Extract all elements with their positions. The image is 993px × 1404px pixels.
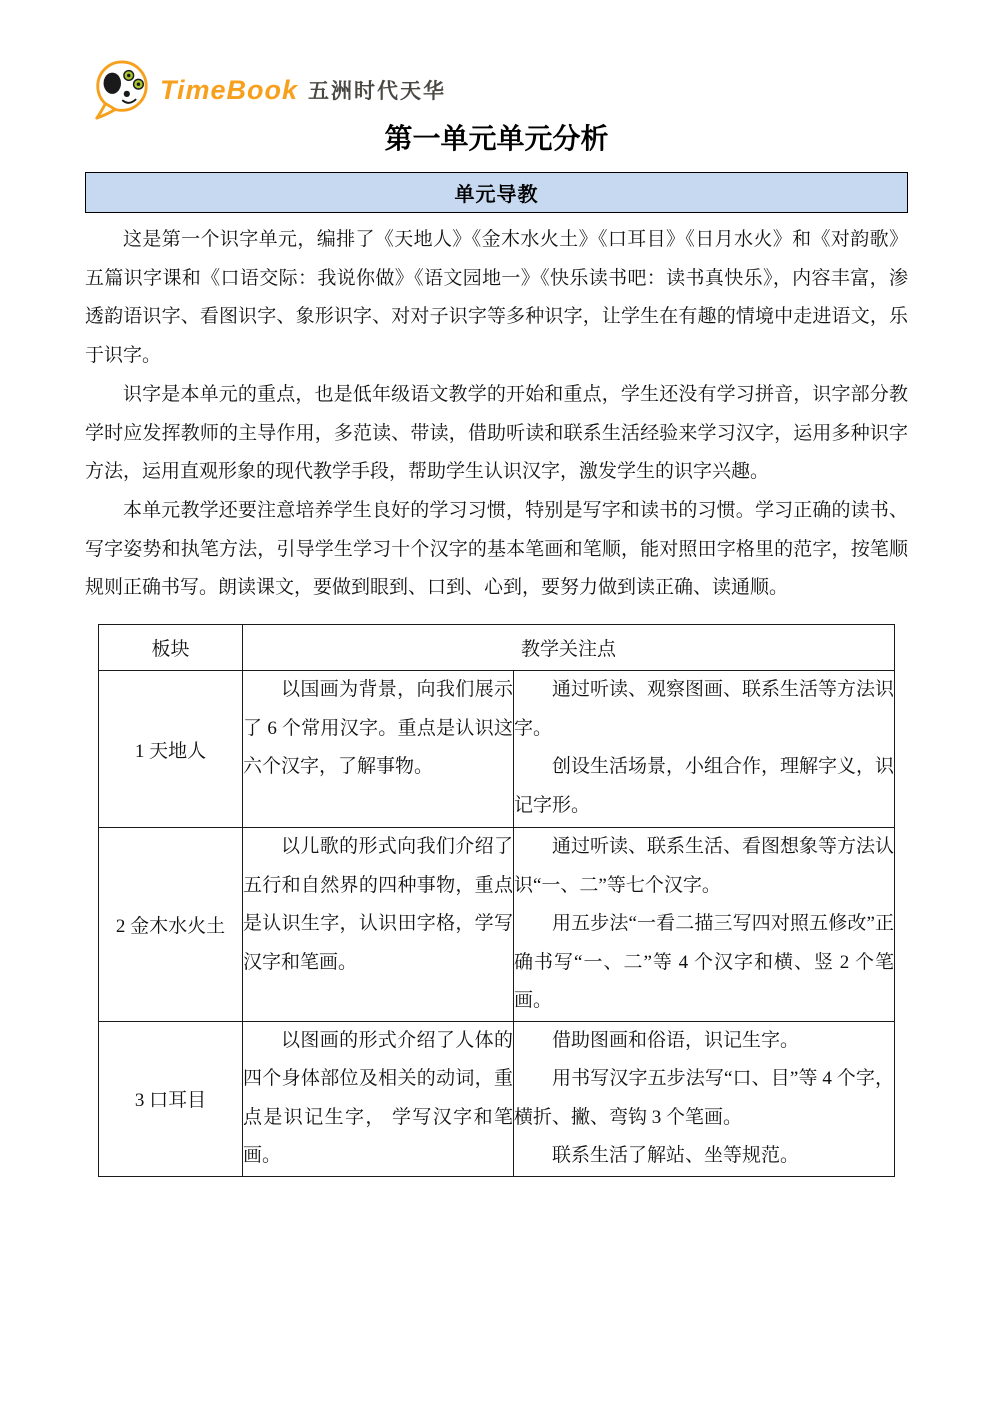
intro-paragraph: 识字是本单元的重点，也是低年级语文教学的开始和重点，学生还没有学习拼音，识字部分教学时应发挥教师的主导作用，多范读、带读，借助听读和联系生活经验来学习汉字，运用多种识字方法，运用直观形象的现代教学手段，帮助学生认识汉字，激发学生的识字兴趣。: [85, 383, 908, 483]
description-paragraph: 以图画的形式介绍了人体的四个身体部位及相关的动词，重点是识记生字， 学写汉字和笔画。: [243, 1029, 513, 1167]
section-header-bar: [85, 172, 908, 213]
brand-name: TimeBook: [160, 74, 299, 105]
table-row: [99, 828, 895, 1022]
focus-paragraph: 通过听读、观察图画、联系生活等方法识字。: [514, 679, 895, 739]
module-cell: 2 金木水火土: [99, 828, 243, 1022]
intro-paragraph: 本单元教学还要注意培养学生良好的学习习惯，特别是写字和读书的习惯。学习正确的读书、写字姿势和执笔方法，引导学生学习十个汉字的基本笔画和笔顺，能对照田字格里的范字，按笔顺规则正确书写。朗读课文，要做到眼到、口到、心到，要努力做到读正确、读通顺。: [85, 499, 908, 599]
focus-paragraph: 用书写汉字五步法写“口、目”等 4 个字，横折、撇、弯钩 3 个笔画。: [514, 1068, 895, 1128]
focus-paragraph: 通过听读、联系生活、看图想象等方法认识“一、二”等七个汉字。: [514, 836, 895, 896]
module-cell: 3 口耳目: [99, 1021, 243, 1176]
description-paragraph: 以儿歌的形式向我们介绍了五行和自然界的四种事物，重点是认识生字，认识田字格，学写汉字和笔画。: [243, 836, 513, 973]
intro-paragraph: 这是第一个识字单元，编排了《天地人》《金木水火土》《口耳目》《日月水火》和《对韵歌》五篇识字课和《口语交际：我说你做》《语文园地一》《快乐读书吧：读书真快乐》，内容丰富，渗透韵语识字、看图识字、象形识字、对对子识字等多种识字，让学生在有趣的情境中走进语文，乐于识字。: [85, 229, 908, 367]
focus-cell: [514, 828, 895, 1022]
table-row: [99, 671, 895, 828]
teaching-focus-table: [98, 624, 895, 1177]
module-cell: 1 天地人: [99, 671, 243, 828]
focus-paragraph: 联系生活了解站、坐等规范。: [552, 1145, 800, 1167]
table-header-module: 板块: [99, 625, 243, 671]
description-cell: [243, 671, 514, 828]
focus-cell: [514, 1021, 895, 1176]
table-header-focus: 教学关注点: [243, 625, 895, 671]
section-header-label: 单元导教: [454, 184, 539, 206]
table-row: [99, 1021, 895, 1176]
page-title: 第一单元单元分析: [384, 124, 609, 155]
focus-paragraph: 用五步法“一看二描三写四对照五修改”正确书写“一、二”等 4 个汉字和横、竖 2 个笔画。: [514, 913, 895, 1012]
brand-logo: [90, 0, 993, 122]
brand-company: 五洲时代天华: [308, 80, 447, 103]
timebook-mascot-icon: [90, 58, 152, 122]
table-header-row: [99, 625, 895, 671]
description-cell: [243, 1021, 514, 1176]
description-paragraph: 以国画为背景，向我们展示了 6 个常用汉字。重点是认识这六个汉字，了解事物。: [243, 679, 513, 778]
focus-cell: [514, 671, 895, 828]
focus-paragraph: 创设生活场景，小组合作，理解字义，识记字形。: [514, 756, 895, 816]
focus-paragraph: 借助图画和俗语，识记生字。: [552, 1029, 800, 1051]
unit-intro-text: [85, 221, 908, 608]
description-cell: [243, 828, 514, 1022]
